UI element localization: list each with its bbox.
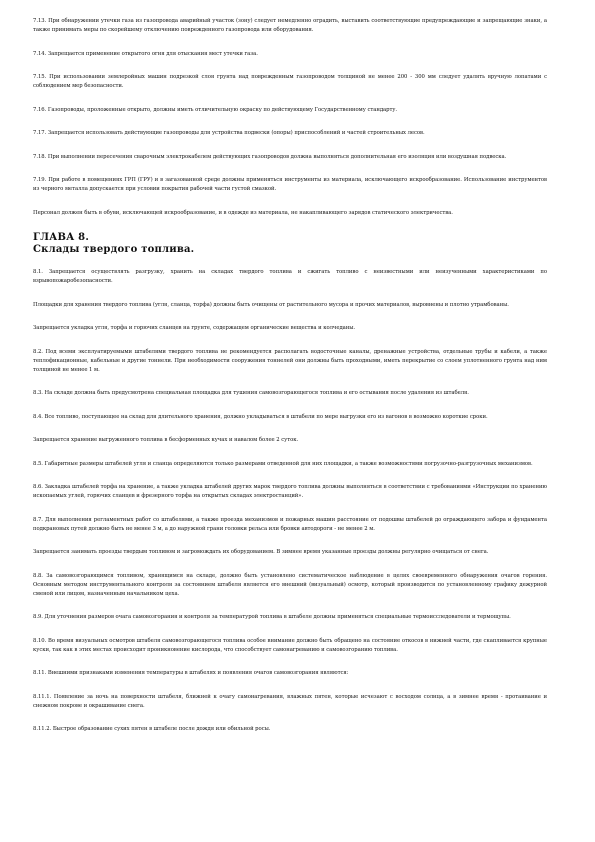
chapter-number: ГЛАВА 8. [33,232,90,243]
paragraph: 8.7. Для выполнения регламентных работ со штабелями, а также проезда механизмов и пожарных машин расстояние от подошвы штабелей до ограждающего забора и фундамента подкрановых путей должно быть не менее 3 м, а до наружной грани головки рельса или бровки автодороги - не менее 2 м. [33,516,547,532]
paragraph: 8.9. Для уточнения размеров очага самовозгорания и контроля за температурой топлива в штабеле должны применяться специальные термоисследователи и термощупы. [33,614,511,620]
paragraph: 7.14. Запрещается применение открытого огня для отыскания мест утечки газа. [33,50,258,57]
paragraph: 7.13. При обнаружении утечки газа из газопровода аварийный участок (зону) следует немедленно оградить, выставить соответствующие предупреждающие и запрещающие знаки, а также принимать меры по скорейшему отключению поврежденного газопровода или оборудования. [33,18,547,33]
paragraph: 8.8. За самовозгорающимся топливом, хранящимся на складе, должно быть установлено систематическое наблюдение в целях своевременного обнаружения очагов горения. Основным методом инструментального контроля за состоянием штабеля является его внешний (визуальный) осмотр, который производится по установленному графику дежурной сменой или лицом, назначенным начальником цеха. [33,572,547,597]
paragraph: Запрещается укладка угля, торфа и горючих сланцев на грунте, содержащем органические вещества и колчеданы. [33,325,356,331]
paragraph: 8.11.2. Быстрое образование сухих пятен в штабеле после дождя или обильной росы. [33,726,271,732]
paragraph: 8.6. Закладка штабелей торфа на хранение, а также укладка штабелей других марок твердого топлива должны выполняться в соответствии с требованиями «Инструкции по хранению ископаемых углей, горючих сланцев и фрезерного торфа на открытых складах электростанций». [33,484,547,499]
paragraph: 8.3. На складе должна быть предусмотрена специальная площадка для тушения самовозгорающегося топлива и его остывания после удаления из штабеля. [33,390,469,396]
chapter-heading [33,232,547,256]
paragraph: Запрещается хранение выгруженного топлива в бесформенных кучах и навалом более 2 суток. [33,437,299,443]
paragraph: Персонал должен быть в обуви, исключающей искрообразование, и в одежде из материала, не накапливающего зарядов статического электричества. [33,209,453,216]
paragraph: 7.19. При работе в помещениях ГРП (ГРУ) и в загазованной среде должны применяться инструменты из материала, исключающего искрообразование. Использование инструментов из черного металла допускается при условии покрытия рабочей части густой смазкой. [33,177,547,192]
paragraph: 7.17. Запрещается использовать действующие газопроводы для устройства подвески (опоры) приспособлений и частей строительных лесов. [33,130,425,136]
paragraph: 8.11.1. Появление за ночь на поверхности штабеля, ближней к очагу самонагревания, влажных пятен, которые исчезают с восходом солнца, а в зимнее время - протаивание и снежном покрове и окрашивание снега. [33,693,547,709]
chapter-title: Склады твердого топлива. [33,244,195,255]
paragraph: 8.1. Запрещается осуществлять разгрузку, хранить на складах твердого топлива и сжигать топливо с неизвестными или неизученными характеристиками по взрывопожаробезопасности. [33,269,547,284]
paragraph: 7.18. При выполнении пересечения сварочным электрокабелем действующих газопроводов должна выполняться дополнительная его изоляция или воздушная подвеска. [33,153,507,160]
paragraph: 8.10. Во время визуальных осмотров штабеля самовозгорающегося топлива особое внимание должно быть обращено на состояние откосов в нижней части, где скапливается крупные куски, так как в этих местах происходит проникновение кислорода, что способствует самонагреванию и самовозгоранию топлива. [33,637,547,653]
paragraph: 8.5. Габаритные размеры штабелей угля и сланца определяются только размерами отведенной для них площадки, а также возможностями погрузочно-разгрузочных механизмов. [33,460,533,467]
paragraph: 8.4. Все топливо, поступающее на склад для длительного хранения, должно укладываться в штабели по мере выгрузки его из вагонов в возможно короткие сроки. [33,413,488,420]
paragraph: 7.15. При использовании землеройных машин подрезкой слоя грунта над поврежденным газопроводом толщиной не менее 200 - 300 мм следует удалять вручную лопатами с соблюдением мер безопасности. [33,74,547,89]
paragraph: Площадки для хранения твердого топлива (угля, сланца, торфа) должны быть очищены от растительного мусора и прочих материалов, выровнены и плотно утрамбованы. [33,301,509,308]
paragraph: 7.16. Газопроводы, проложенные открыто, должны иметь отличительную окраску по действующему Государственному стандарту. [33,106,398,113]
paragraph: 8.2. Под всеми эксплуатируемыми штабелями твердого топлива не рекомендуется располагать водосточные каналы, дренажные устройства, отдельные трубы и кабели, а также теплофикационные, кабельные и другие тоннели. При необходимости сооружения тоннелей они должны быть проходными, иметь перекрытие со слоем уплотненного грунта над ним толщиной не менее 1 м. [33,348,547,373]
paragraph: Запрещается занимать проезды твердым топливом и загромождать их оборудованием. В зимнее время указанные проезды должны регулярно очищаться от снега. [33,549,489,555]
paragraph: 8.11. Внешними признаками изменения температуры в штабелях и появления очагов самовозгорания являются: [33,670,349,676]
